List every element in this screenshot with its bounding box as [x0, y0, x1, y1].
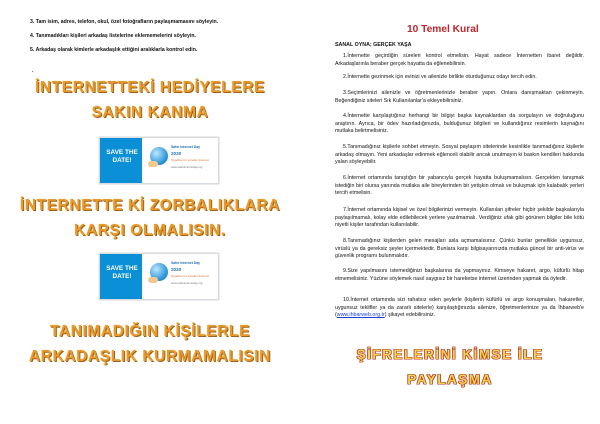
banner-line2: 2020: [171, 267, 182, 272]
note-5: 5. Arkadaş olarak kimlerle arkadaşlık ettiğini aralıklarla kontrol edin.: [30, 47, 198, 53]
save-the-date-banner: [99, 137, 219, 184]
banner-save-text: SAVE THE DATE!: [106, 149, 138, 164]
banner-line4: www.saferinternetday.org: [171, 281, 203, 285]
banner-line3: Together for a better internet: [171, 158, 209, 162]
slogan-strangers-line2: ARKADAŞLIK KURMAMALISIN: [29, 348, 271, 365]
slogan-bullying: [0, 196, 300, 240]
banner-line1: Safer Internet Day: [171, 261, 201, 265]
banner-line4: www.saferinternetday.org: [171, 165, 203, 169]
slogan-strangers: [0, 322, 300, 366]
subtitle: SANAL OYNA; GERÇEK YAŞA: [335, 42, 412, 48]
slogan-bullying-line1: İNTERNETTE Kİ ZORBALIKLARA: [19, 197, 281, 214]
password-slogan-line1: ŞİFRELERİNİ KİMSE İLE: [356, 347, 544, 362]
right-panel: [300, 0, 600, 424]
slogan-strangers-line1: TANIMADIĞIN KİŞİLERLE: [49, 323, 251, 340]
password-slogan: [300, 346, 600, 388]
bullet-dot: .: [32, 68, 34, 74]
rule-10: [335, 297, 584, 320]
banner-save-text: SAVE THE DATE!: [106, 265, 138, 280]
rule-9: 9.Size yapılmasını istemediğinizi başkalarına da yapmayınız. Kimseye hakaret, argo, küfürlü hitap etmemelisiniz. Yüzüne söylemek nasıl saygısız bir hareketse internet üzerinden yapmak da öyledir.: [335, 268, 584, 282]
rule-10-tail: ) şikayet edebilirsiniz.: [384, 312, 436, 319]
hand-icon: [148, 277, 158, 283]
password-slogan-line2: PAYLAŞMA: [407, 372, 493, 387]
note-3: 3. Tam isim, adres, telefon, okul, özel fotoğrafların paylaşmamasını söyleyin.: [30, 19, 219, 25]
hand-icon: [148, 161, 158, 167]
slogan-gifts: [0, 78, 300, 122]
ihbarweb-link[interactable]: www.ihbarweb.org.tr: [336, 312, 385, 319]
page-title: 10 Temel Kural: [407, 24, 479, 35]
slogan-bullying-line2: KARŞI OLMALISIN.: [74, 222, 226, 239]
rule-1: 1.İnternette geçirdiğin süreleri kontrol etmelisin. Hayat sadece İnternetten ibaret değildir. Arkadaşlarınla beraber gerçek hayatta da eğlenebilirsin.: [335, 53, 584, 67]
rule-10-text: 10.İnternet ortamında sizi rahatsız eden şeylerle (kişilerin küfürlü ve argo konuşmaları, hakaretler, uygunsuz teklifler ya da zararlı sitelerle) karşılaştığınızda ailenize, öğretmenlerinize ya da İhbarweb'e (: [335, 297, 584, 319]
rule-3: 3.Seçimlerinizi ailenizle ve öğretmenlerinizle beraber yapın. Onlara danışmaktan çekinmeyin. Beğendiğiniz siteleri Sık Kullanılanlar'a ekleyebilirsiniz.: [335, 90, 584, 104]
rule-8: 8.Tanımadığınız kişilerden gelen mesajları asla açmamalısınız. Çünkü bunlar genellikle uygunsuz, virüslü ya da gereksiz şeyler içermektedir. Bunlara karşı bilgisayarınızda mutlaka güncel bir anti-virüs ve güvenlik programı bulunmalıdır.: [335, 238, 584, 260]
save-the-date-banner-2: [99, 253, 219, 300]
rule-5: 5.Tanımadığınız kişilerle sohbet etmeyin. Sosyal paylaşım sitelerinde kesinlikle tanımadığınız kişilerle arkadaş olmayın. Yeni arkadaşlar edinmek eğlenceli olabilir ancak unutmayın ki baskın kendileri hakkında yalan söyleyebilir.: [335, 144, 584, 166]
rule-6: 6.İnternet ortamında tanıştığın bir yabancıyla gerçek hayatta buluşmamalısın. Gerçekten tanışmak istediğin biri olursa yanında mutlaka aile bireylerinden bir yetişkin olmalı ve buluşmak için kalabalık yerleri tercih etmelisin.: [335, 175, 584, 197]
rule-7: 7.İnternet ortamında kişisel ve özel bilgilerinizi vermeyin. Kullanılan şifreler hiçbir şekilde başkalarıyla paylaşılmamalı, kolay elde edilebilecek yerlere yazılmamalı. Verdiğiniz ufak gibi görünen bilgiler bile kötü niyetli kişiler tarafından kullanılabilir.: [335, 207, 584, 229]
rule-2: 2.İnternette gezinmek için evinizi ve ailenizle birlikte oturduğunuz odayı tercih edin.: [343, 74, 537, 80]
note-4: 4. Tanımadıkları kişileri arkadaş listelerine eklememelerini söyleyin.: [30, 33, 196, 39]
banner-line3: Together for a better internet: [171, 274, 209, 278]
banner-line1: Safer Internet Day: [171, 145, 201, 149]
banner-line2: 2020: [171, 151, 182, 156]
slogan-gifts-line1: İNTERNETTEKİ HEDİYELERE: [35, 79, 265, 96]
slogan-gifts-line2: SAKIN KANMA: [91, 104, 209, 121]
rule-4: 4.İnternette karşılaştığınız herhangi bir bilgiyi başka kaynaklardan da sorgulayın ve doğruluğunu araştırın. Ayrıca, bir ödev hazırladığınızda, bulduğunuz bilgileri ve kullandığınız resimlerin kaynağını mutlaka belirtmelisiniz.: [335, 113, 584, 135]
